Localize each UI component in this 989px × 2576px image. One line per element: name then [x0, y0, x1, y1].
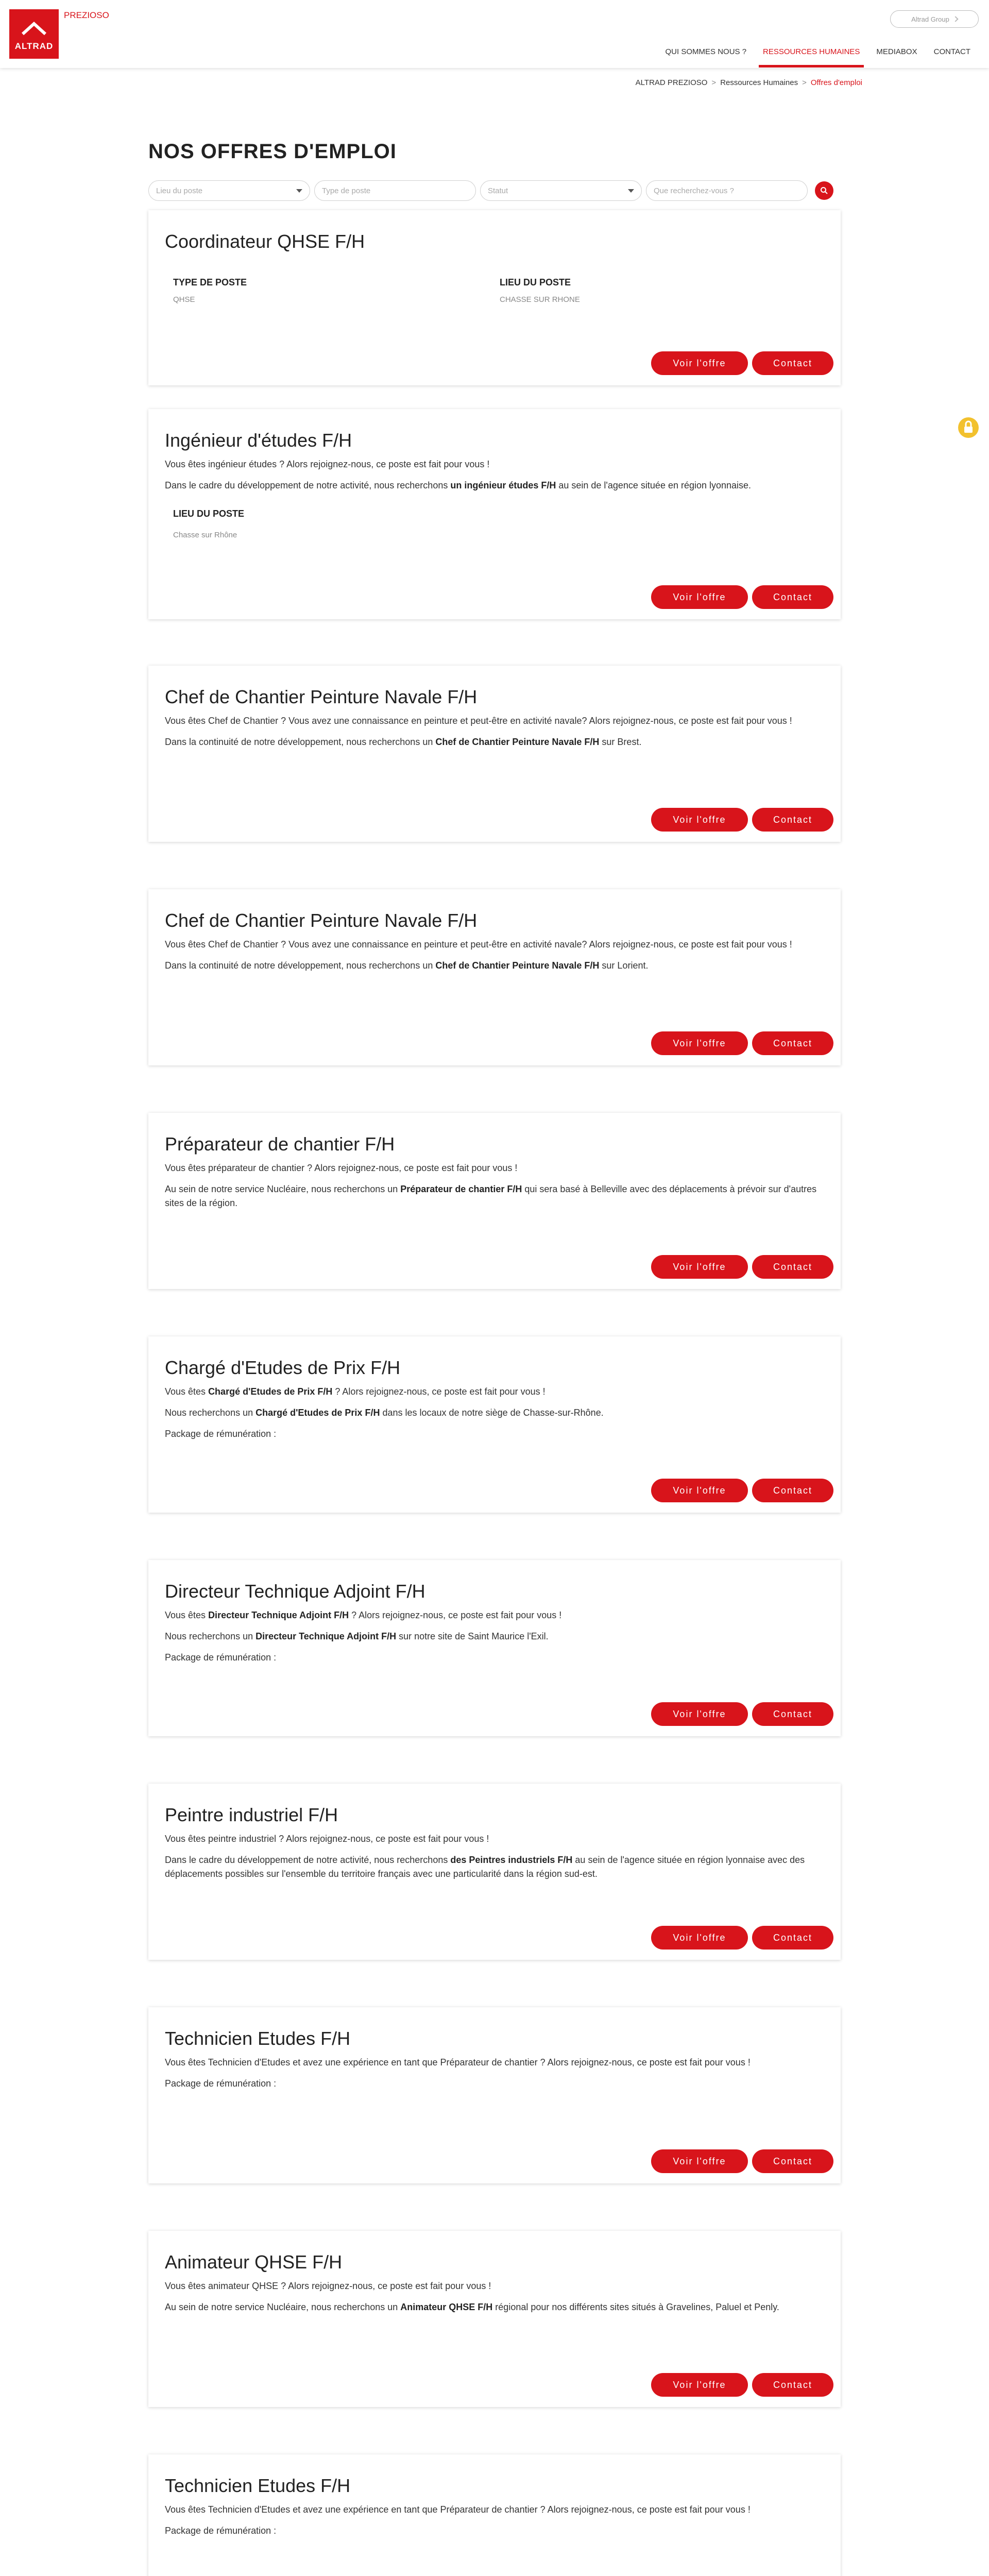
job-title: Technicien Etudes F/H	[165, 2475, 351, 2496]
page-title: NOS OFFRES D'EMPLOI	[148, 140, 397, 163]
job-description	[165, 457, 824, 542]
brand-subtitle: PREZIOSO	[64, 10, 109, 20]
job-card-actions	[651, 1702, 833, 1726]
job-description	[165, 2279, 824, 2321]
contact-button[interactable]: Contact	[752, 1031, 833, 1055]
breadcrumb	[636, 78, 862, 87]
job-description	[165, 1608, 824, 1686]
job-card-actions	[651, 808, 833, 832]
job-card	[148, 1113, 841, 1289]
job-location-label: LIEU DU POSTE	[173, 509, 245, 519]
job-description	[165, 1832, 824, 1888]
contact-button[interactable]: Contact	[752, 808, 833, 832]
dropdown-caret-icon	[296, 189, 302, 193]
view-offer-button[interactable]: Voir l'offre	[651, 2373, 748, 2397]
job-intro: Vous êtes peintre industriel ? Alors rejoignez-nous, ce poste est fait pour vous !	[165, 1834, 489, 1844]
job-title: Technicien Etudes F/H	[165, 2028, 351, 2049]
contact-button[interactable]: Contact	[752, 2149, 833, 2173]
job-location-value: CHASSE SUR RHONE	[500, 295, 580, 304]
job-detail: Nous recherchons un Chargé d'Etudes de Prix F/H dans les locaux de notre siège de Chasse-sur-Rhône.	[165, 1408, 604, 1418]
view-offer-button[interactable]: Voir l'offre	[651, 1926, 748, 1950]
group-link-label: Altrad Group	[911, 15, 949, 23]
job-detail: Dans la continuité de notre développement, nous recherchons un Chef de Chantier Peinture Navale F/H sur Lorient.	[165, 960, 649, 971]
job-package: Package de rémunération :	[165, 2078, 277, 2089]
job-title: Préparateur de chantier F/H	[165, 1133, 395, 1155]
job-intro: Vous êtes Chef de Chantier ? Vous avez une connaissance en peinture et peut-être en activité navale? Alors rejoignez-nous, ce poste est fait pour vous !	[165, 939, 792, 950]
job-card	[148, 2231, 841, 2407]
altrad-chevron-logo-icon	[21, 21, 47, 36]
job-location-value: Chasse sur Rhône	[173, 531, 237, 539]
job-intro: Vous êtes ingénieur études ? Alors rejoignez-nous, ce poste est fait pour vous !	[165, 459, 490, 469]
job-intro: Vous êtes préparateur de chantier ? Alors rejoignez-nous, ce poste est fait pour vous !	[165, 1163, 518, 1173]
job-location-block	[173, 507, 824, 542]
breadcrumb-separator: >	[711, 78, 717, 87]
nav-item-about[interactable]: QUI SOMMES NOUS ?	[665, 47, 747, 56]
view-offer-button[interactable]: Voir l'offre	[651, 351, 748, 375]
job-filters	[148, 180, 841, 201]
search-icon	[820, 187, 828, 195]
job-package: Package de rémunération :	[165, 1652, 277, 1663]
job-type-label: TYPE DE POSTE	[173, 277, 247, 287]
job-detail: Au sein de notre service Nucléaire, nous recherchons un Animateur QHSE F/H régional pour nos différents sites situés à Gravelines, Paluel et Penly.	[165, 2302, 779, 2312]
job-description	[165, 2503, 824, 2545]
search-button[interactable]	[815, 181, 833, 200]
job-title: Directeur Technique Adjoint F/H	[165, 1581, 425, 1602]
lock-badge-icon	[957, 412, 980, 443]
job-card-actions	[651, 1255, 833, 1279]
breadcrumb-current: Offres d'emploi	[810, 78, 862, 87]
job-intro: Vous êtes Chef de Chantier ? Vous avez une connaissance en peinture et peut-être en activité navale? Alors rejoignez-nous, ce poste est fait pour vous !	[165, 716, 792, 726]
job-card	[148, 1336, 841, 1513]
job-card	[148, 1560, 841, 1736]
contact-button[interactable]: Contact	[752, 1479, 833, 1502]
job-intro: Vous êtes animateur QHSE ? Alors rejoignez-nous, ce poste est fait pour vous !	[165, 2281, 491, 2291]
job-type-input[interactable]	[314, 180, 476, 201]
job-detail: Nous recherchons un Directeur Technique Adjoint F/H sur notre site de Saint Maurice l'Exil.	[165, 1631, 549, 1641]
nav-item-mediabox[interactable]: MEDIABOX	[876, 47, 917, 56]
job-detail: Dans le cadre du développement de notre activité, nous recherchons un ingénieur études F/H au sein de l'agence située en région lyonnaise.	[165, 480, 752, 490]
location-select[interactable]	[148, 180, 310, 201]
job-card	[148, 1784, 841, 1960]
job-card	[148, 210, 841, 385]
view-offer-button[interactable]: Voir l'offre	[651, 808, 748, 832]
contact-button[interactable]: Contact	[752, 1255, 833, 1279]
contact-button[interactable]: Contact	[752, 1926, 833, 1950]
view-offer-button[interactable]: Voir l'offre	[651, 1031, 748, 1055]
job-description	[165, 938, 824, 980]
breadcrumb-hr[interactable]: Ressources Humaines	[720, 78, 798, 87]
job-title: Ingénieur d'études F/H	[165, 430, 352, 451]
job-card-actions	[651, 1031, 833, 1055]
view-offer-button[interactable]: Voir l'offre	[651, 585, 748, 609]
job-intro: Vous êtes Technicien d'Etudes et avez une expérience en tant que Préparateur de chantier ? Alors rejoignez-nous, ce poste est fait pour vous !	[165, 2057, 751, 2067]
altrad-logo[interactable]	[9, 9, 59, 59]
job-card	[148, 889, 841, 1065]
job-card-actions	[651, 351, 833, 375]
job-card-actions	[651, 585, 833, 609]
job-card	[148, 2454, 841, 2576]
job-card	[148, 409, 841, 619]
view-offer-button[interactable]: Voir l'offre	[651, 1479, 748, 1502]
main-nav	[657, 43, 979, 60]
job-intro: Vous êtes Technicien d'Etudes et avez une expérience en tant que Préparateur de chantier ? Alors rejoignez-nous, ce poste est fait pour vous !	[165, 2504, 751, 2515]
search-input[interactable]	[646, 180, 808, 201]
contact-button[interactable]: Contact	[752, 585, 833, 609]
site-header	[0, 0, 989, 68]
contact-button[interactable]: Contact	[752, 2373, 833, 2397]
job-intro: Vous êtes Directeur Technique Adjoint F/H ? Alors rejoignez-nous, ce poste est fait pour vous !	[165, 1610, 562, 1620]
job-description	[165, 1385, 824, 1462]
logo-text: ALTRAD	[14, 41, 54, 51]
job-location-block	[500, 277, 580, 304]
view-offer-button[interactable]: Voir l'offre	[651, 2149, 748, 2173]
status-select[interactable]	[480, 180, 642, 201]
job-type-placeholder: Type de poste	[322, 186, 371, 195]
altrad-group-link[interactable]	[890, 10, 979, 28]
breadcrumb-separator: >	[802, 78, 807, 87]
job-description	[165, 1161, 824, 1217]
floating-badge[interactable]	[957, 412, 980, 443]
job-title: Animateur QHSE F/H	[165, 2251, 343, 2273]
job-package: Package de rémunération :	[165, 2526, 277, 2536]
location-select-placeholder: Lieu du poste	[156, 186, 203, 195]
job-title: Chargé d'Etudes de Prix F/H	[165, 1357, 401, 1378]
job-title: Chef de Chantier Peinture Navale F/H	[165, 910, 478, 931]
contact-button[interactable]: Contact	[752, 1702, 833, 1726]
job-type-block	[173, 277, 247, 304]
job-description	[165, 2056, 824, 2098]
job-type-value: QHSE	[173, 295, 195, 304]
job-title: Chef de Chantier Peinture Navale F/H	[165, 686, 478, 707]
job-intro: Vous êtes Chargé d'Etudes de Prix F/H ? Alors rejoignez-nous, ce poste est fait pour vous !	[165, 1386, 545, 1397]
view-offer-button[interactable]: Voir l'offre	[651, 1255, 748, 1279]
job-detail: Dans le cadre du développement de notre activité, nous recherchons des Peintres industriels F/H au sein de l'agence située en région lyonnaise avec des déplacements possibles sur l'ensemble du territoire français avec une particularité dans la région sud-est.	[165, 1855, 805, 1879]
nav-item-hr[interactable]: RESSOURCES HUMAINES	[755, 43, 868, 60]
breadcrumb-home[interactable]: ALTRAD PREZIOSO	[635, 78, 708, 87]
job-detail: Au sein de notre service Nucléaire, nous recherchons un Préparateur de chantier F/H qui sera basé à Belleville avec des déplacements à prévoir sur d'autres sites de la région.	[165, 1184, 817, 1208]
job-title: Peintre industriel F/H	[165, 1804, 338, 1825]
job-card-actions	[651, 1926, 833, 1950]
job-package: Package de rémunération :	[165, 1429, 277, 1439]
job-detail: Dans la continuité de notre développement, nous recherchons un Chef de Chantier Peinture Navale F/H sur Brest.	[165, 737, 642, 747]
job-title: Coordinateur QHSE F/H	[165, 231, 365, 252]
job-card-actions	[651, 2373, 833, 2397]
job-card-actions	[651, 1479, 833, 1502]
contact-button[interactable]: Contact	[752, 351, 833, 375]
job-card	[148, 2007, 841, 2183]
chevron-right-icon	[952, 16, 958, 22]
search-input-placeholder: Que recherchez-vous ?	[654, 186, 734, 195]
dropdown-caret-icon	[628, 189, 634, 193]
nav-item-contact[interactable]: CONTACT	[933, 47, 970, 56]
view-offer-button[interactable]: Voir l'offre	[651, 1702, 748, 1726]
status-select-placeholder: Statut	[488, 186, 508, 195]
job-card-actions	[651, 2149, 833, 2173]
job-description	[165, 714, 824, 756]
job-card	[148, 666, 841, 842]
job-location-label: LIEU DU POSTE	[500, 277, 571, 287]
